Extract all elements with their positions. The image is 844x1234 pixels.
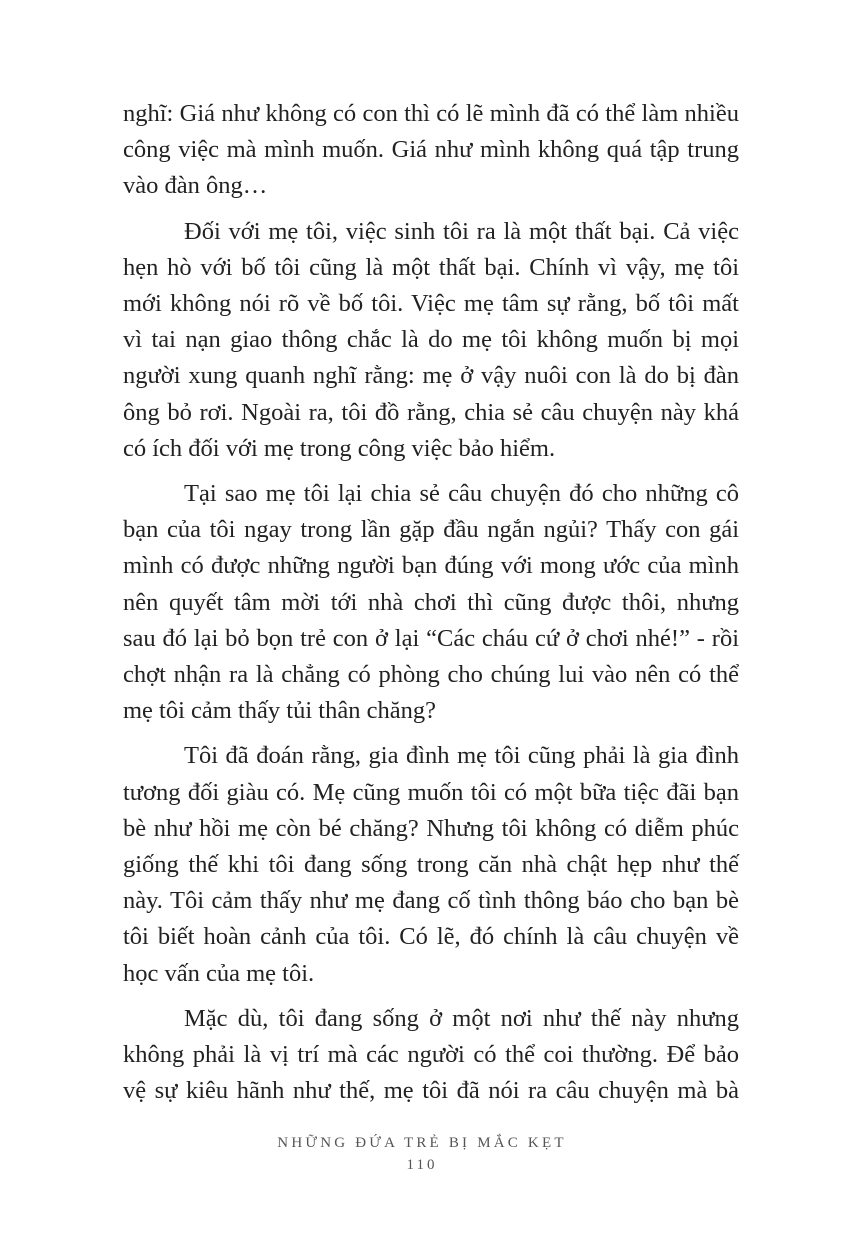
text-line: mẹ tôi cảm thấy tủi thân chăng? (123, 697, 436, 725)
text-line: bè như hồi mẹ còn bé chăng? Nhưng tôi không có diễm phúc (123, 814, 739, 842)
paragraph-3 (123, 476, 739, 729)
text-line: vì tai nạn giao thông chắc là do mẹ tôi không muốn bị mọi (123, 326, 739, 354)
text-line: vệ sự kiêu hãnh như thế, mẹ tôi đã nói ra câu chuyện mà bà (123, 1077, 739, 1105)
text-line: Mặc dù, tôi đang sống ở một nơi như thế này nhưng (184, 1004, 739, 1032)
text-line: mình có được những người bạn đúng với mong ước của mình (123, 552, 739, 580)
paragraph-5 (123, 1001, 739, 1110)
text-line: bạn của tôi ngay trong lần gặp đầu ngắn ngủi? Thấy con gái (123, 516, 739, 544)
paragraph-4 (123, 738, 739, 991)
text-line: ông bỏ rơi. Ngoài ra, tôi đồ rằng, chia sẻ câu chuyện này khá (123, 398, 739, 426)
paragraph-2 (123, 214, 739, 467)
text-line: vào đàn ông… (123, 172, 268, 200)
text-line: giống thế khi tôi đang sống trong căn nhà chật hẹp như thế (123, 851, 739, 879)
text-line: này. Tôi cảm thấy như mẹ đang cố tình thông báo cho bạn bè (123, 887, 739, 915)
page-footer (0, 1132, 844, 1176)
text-line: nghĩ: Giá như không có con thì có lẽ mình đã có thể làm nhiều (123, 100, 739, 127)
text-line: không phải là vị trí mà các người có thể coi thường. Để bảo (123, 1041, 739, 1069)
text-line: học vấn của mẹ tôi. (123, 959, 315, 987)
paragraph-1 (123, 96, 739, 205)
page-number: 110 (406, 1157, 438, 1173)
running-title: NHỮNG ĐỨA TRẺ BỊ MẮC KẸT (277, 1135, 567, 1151)
text-line: công việc mà mình muốn. Giá như mình không quá tập trung (123, 136, 739, 164)
text-line: Tại sao mẹ tôi lại chia sẻ câu chuyện đó cho những cô (184, 480, 739, 508)
text-line: sau đó lại bỏ bọn trẻ con ở lại “Các cháu cứ ở chơi nhé!” - rồi (123, 624, 739, 652)
text-line: người xung quanh nghĩ rằng: mẹ ở vậy nuôi con là do bị đàn (123, 362, 739, 390)
text-line: có ích đối với mẹ trong công việc bảo hiểm. (123, 434, 556, 462)
text-line: tương đối giàu có. Mẹ cũng muốn tôi có một bữa tiệc đãi bạn (123, 778, 739, 806)
page-body (123, 96, 739, 1118)
text-line: tôi biết hoàn cảnh của tôi. Có lẽ, đó chính là câu chuyện về (123, 923, 739, 951)
text-line: mới không nói rõ về bố tôi. Việc mẹ tâm sự rằng, bố tôi mất (123, 290, 739, 318)
text-line: Đối với mẹ tôi, việc sinh tôi ra là một thất bại. Cả việc (184, 217, 739, 245)
text-line: Tôi đã đoán rằng, gia đình mẹ tôi cũng phải là gia đình (184, 742, 739, 770)
text-line: chợt nhận ra là chẳng có phòng cho chúng lui vào nên có thể (123, 661, 739, 689)
text-line: nên quyết tâm mời tới nhà chơi thì cũng được thôi, nhưng (123, 588, 739, 616)
text-line: hẹn hò với bố tôi cũng là một thất bại. Chính vì vậy, mẹ tôi (123, 253, 739, 281)
